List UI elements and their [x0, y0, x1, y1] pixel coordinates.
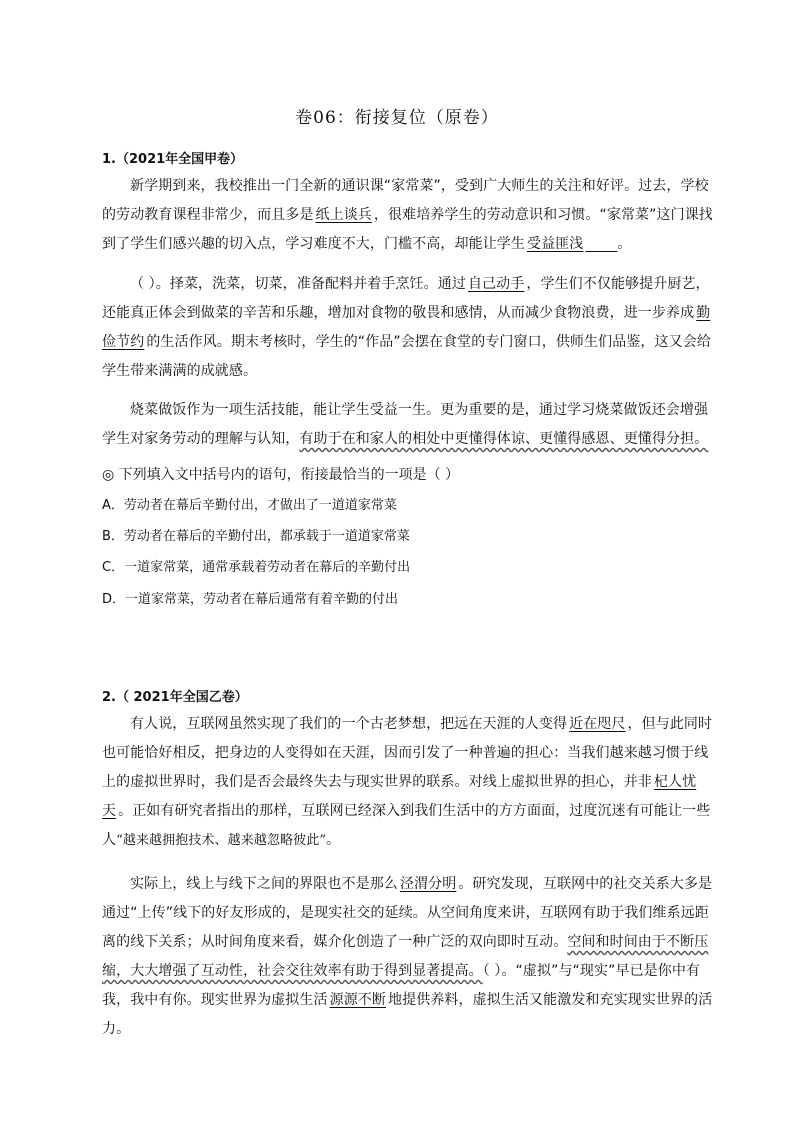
q1-p2-blank-1: 自己动手 — [467, 276, 525, 292]
q1-paragraph-1 — [102, 172, 722, 259]
q2-paragraph-2 — [102, 870, 722, 1044]
q1-choice-a[interactable]: A．劳动者在幕后辛勤付出，才做出了一道道家常菜 — [102, 498, 397, 513]
q2-header: 2.（ 2021年全国乙卷） — [102, 690, 248, 705]
q2-p2-blank-1: 泾渭分明 — [399, 876, 457, 892]
q1-paragraph-3 — [102, 396, 722, 454]
q2-p2-text-f: 地提供养料，虚拟生活又能激发和充实现实世界的活力。 — [102, 992, 713, 1037]
q2-paragraph-1 — [102, 710, 722, 855]
q1-choice-c[interactable]: C．一道家常菜，通常承载着劳动者在幕后的辛勤付出 — [102, 560, 411, 575]
q2-p1-blank-1: 近在咫尺 — [569, 716, 626, 732]
q2-p2-text-underlined: 空间和时间由于不断压缩，大大增强了互动性，社会交往效率有助于得到显著提高。 — [102, 934, 709, 979]
q1-choice-b[interactable]: B．劳动者在幕后的辛勤付出，都承载于一道道家常菜 — [102, 529, 410, 544]
q1-p2-text-d: 的生活作风。期末考核时，学生的“作品”会摆在食堂的专门窗口，供师生们品鉴，这又会给学生带来满满的成就感。 — [102, 334, 711, 379]
q1-paragraph-2 — [102, 270, 722, 386]
q2-p1-text-a: 有人说，互联网虽然实现了我们的一个古老梦想，把远在天涯的人变得 — [130, 716, 568, 732]
q1-question: ◎ 下列填入文中括号内的语句，衔接最恰当的一项是（ ） — [102, 467, 460, 483]
q2-p1-text-f: 。 — [326, 832, 341, 848]
q1-p3-text-a: 烧菜做饭作为一项生活技能，能让学生受益一生。更为重要的是，通过学习烧菜做饭还会增强学生对家务劳动的理解与认知， — [102, 402, 709, 447]
q1-choice-d[interactable]: D．一道家常菜，劳动者在幕后通常有着辛勤的付出 — [102, 592, 399, 607]
q2-p2-text-e: （ ）。“虚拟”与“现实”早已是你中有我，我中有你。现实世界为虚拟生活 — [102, 963, 701, 1008]
q2-p1-quote: “越来越拥抱技术、越来越忽略彼此” — [116, 833, 327, 848]
q1-p1-blank-2-pad — [585, 236, 617, 252]
q1-p2-text-a: （ ）。择菜，洗菜，切菜，准备配料并着手烹饪。通过 — [130, 276, 466, 292]
q2-p2-blank-2: 源源不断 — [329, 992, 387, 1008]
q1-header: 1.（2021年全国甲卷） — [102, 152, 244, 167]
q2-p1-blank-2: 杞人忧天 — [102, 774, 697, 819]
q1-p3-text-underlined: 有助于在和家人的相处中更懂得体谅、更懂得感恩、更懂得分担。 — [299, 431, 709, 447]
q2-p2-text-c: 。研究发现，互联网中的社交关系大多是通过“上传”线下的好友形成的，是现实社交的延续。从空间角度来讲，互联网有助于我们维系远距离的线下关系；从时间角度来看，媒介化创造了一种广泛的双向即时互动。 — [102, 876, 713, 950]
q1-p1-text-d: 。 — [617, 236, 632, 252]
q1-p2-text-c: ，学生们不仅能够提升厨艺，还能真正体会到做菜的辛苦和乐趣，增加对食物的敬畏和感情，从而减少食物浪费，进一步养成 — [102, 276, 710, 321]
q2-p2-text-a: 实际上，线上与线下之间的界限也不是那么 — [130, 876, 398, 892]
page-title: 卷06：衔接复位（原卷） — [295, 108, 499, 128]
q2-p1-text-c: ，但与此同时也可能恰好相反，把身边的人变得如在天涯，因而引发了一种普遍的担心：当我们越来越习惯于线上的虚拟世界时，我们是否会最终失去与现实世界的联系。对线上虚拟世界的担心，并非 — [102, 716, 713, 790]
q1-p1-text-c: ，很难培养学生的劳动意识和习惯。“家常菜”这门课找到了学生们感兴趣的切入点，学习难度不大，门槛不高，却能让学生 — [102, 207, 713, 252]
q1-p1-blank-2: 受益匪浅 — [527, 236, 584, 252]
q1-p1-blank-1: 纸上谈兵 — [315, 207, 372, 223]
q1-p1-text-a: 新学期到来，我校推出一门全新的通识课“家常菜”，受到广大师生的关注和好评。过去，学校的劳动教育课程非常少，而且多是 — [102, 178, 709, 223]
q1-p2-blank-2: 勤俭节约 — [102, 305, 711, 350]
q2-p1-text-d: 。正如有研究者指出的那样，互联网已经深入到我们生活中的方方面面，过度沉迷有可能让一些人 — [102, 803, 711, 848]
